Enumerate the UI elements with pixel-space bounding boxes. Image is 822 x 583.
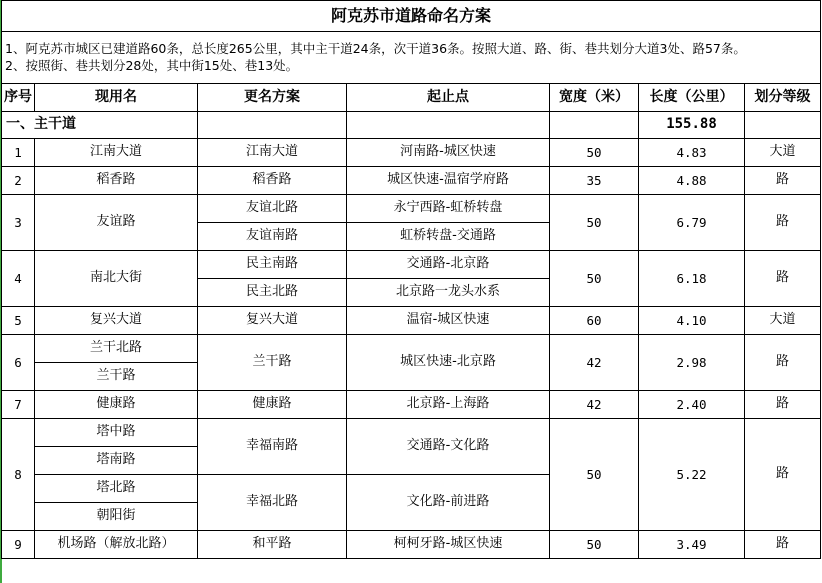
row-seq: 2 (2, 167, 35, 195)
row-length: 4.88 (639, 167, 745, 195)
header-start-end: 起止点 (347, 84, 550, 112)
table-row (2, 531, 821, 559)
table-row (2, 251, 821, 279)
row-current-name: 塔南路 (35, 447, 198, 475)
row-rename: 江南大道 (198, 139, 347, 167)
row-seq: 6 (2, 335, 35, 391)
row-seq: 4 (2, 251, 35, 307)
row-length: 2.98 (639, 335, 745, 391)
row-rename: 健康路 (198, 391, 347, 419)
row-length: 4.83 (639, 139, 745, 167)
row-current-name: 江南大道 (35, 139, 198, 167)
row-start-end: 文化路-前进路 (347, 475, 550, 531)
row-seq: 9 (2, 531, 35, 559)
header-rename-plan: 更名方案 (198, 84, 347, 112)
row-start-end: 北京路-上海路 (347, 391, 550, 419)
section-label: 一、主干道 (2, 112, 198, 139)
header-grade: 划分等级 (745, 84, 821, 112)
row-width: 50 (550, 419, 639, 531)
row-grade: 路 (745, 419, 821, 531)
row-seq: 7 (2, 391, 35, 419)
row-start-end: 北京路一龙头水系 (347, 279, 550, 307)
row-start-end: 城区快速-温宿学府路 (347, 167, 550, 195)
row-grade: 路 (745, 335, 821, 391)
row-current-name: 复兴大道 (35, 307, 198, 335)
row-current-name: 健康路 (35, 391, 198, 419)
section-blank-cell (550, 112, 639, 139)
row-length: 6.79 (639, 195, 745, 251)
table-row (2, 195, 821, 223)
row-rename: 和平路 (198, 531, 347, 559)
section-blank-cell (198, 112, 347, 139)
row-rename: 稻香路 (198, 167, 347, 195)
note-line-2: 2、按照街、巷共划分28处，其中街15处、巷13处。 (5, 57, 299, 73)
table-row (2, 391, 821, 419)
row-length: 6.18 (639, 251, 745, 307)
table-row (2, 307, 821, 335)
row-start-end: 温宿-城区快速 (347, 307, 550, 335)
row-start-end: 永宁西路-虹桥转盘 (347, 195, 550, 223)
row-grade: 路 (745, 531, 821, 559)
note-line-1: 1、阿克苏市城区已建道路60条，总长度265公里，其中主干道24条，次干道36条。按照大道、路、街、巷共划分大道3处、路57条。 (5, 40, 746, 56)
row-grade: 大道 (745, 139, 821, 167)
row-current-name: 兰干路 (35, 363, 198, 391)
row-current-name: 友谊路 (35, 195, 198, 251)
row-start-end: 河南路-城区快速 (347, 139, 550, 167)
section-blank-cell (745, 112, 821, 139)
row-seq: 1 (2, 139, 35, 167)
row-length: 4.10 (639, 307, 745, 335)
row-start-end: 虹桥转盘-交通路 (347, 223, 550, 251)
row-grade: 大道 (745, 307, 821, 335)
row-grade: 路 (745, 195, 821, 251)
sheet-title: 阿克苏市道路命名方案 (2, 1, 821, 32)
row-rename: 友谊南路 (198, 223, 347, 251)
row-length: 5.22 (639, 419, 745, 531)
row-rename: 民主南路 (198, 251, 347, 279)
row-rename: 民主北路 (198, 279, 347, 307)
row-current-name: 稻香路 (35, 167, 198, 195)
table-row (2, 335, 821, 363)
row-seq: 8 (2, 419, 35, 531)
row-current-name: 兰干北路 (35, 335, 198, 363)
header-width: 宽度（米） (550, 84, 639, 112)
row-start-end: 交通路-北京路 (347, 251, 550, 279)
row-start-end: 城区快速-北京路 (347, 335, 550, 391)
row-seq: 5 (2, 307, 35, 335)
road-naming-table (1, 0, 821, 559)
header-current-name: 现用名 (35, 84, 198, 112)
row-width: 50 (550, 251, 639, 307)
row-current-name: 塔北路 (35, 475, 198, 503)
row-grade: 路 (745, 251, 821, 307)
row-width: 50 (550, 195, 639, 251)
row-length: 3.49 (639, 531, 745, 559)
row-current-name: 机场路（解放北路） (35, 531, 198, 559)
row-width: 42 (550, 335, 639, 391)
row-rename: 兰干路 (198, 335, 347, 391)
row-width: 50 (550, 139, 639, 167)
row-grade: 路 (745, 391, 821, 419)
row-width: 50 (550, 531, 639, 559)
row-start-end: 柯柯牙路-城区快速 (347, 531, 550, 559)
table-row (2, 419, 821, 447)
row-grade: 路 (745, 167, 821, 195)
row-current-name: 朝阳街 (35, 503, 198, 531)
row-current-name: 塔中路 (35, 419, 198, 447)
row-rename: 复兴大道 (198, 307, 347, 335)
row-rename: 幸福北路 (198, 475, 347, 531)
row-seq: 3 (2, 195, 35, 251)
row-rename: 友谊北路 (198, 195, 347, 223)
section-blank-cell (347, 112, 550, 139)
table-row (2, 139, 821, 167)
row-rename: 幸福南路 (198, 419, 347, 475)
row-width: 60 (550, 307, 639, 335)
row-width: 35 (550, 167, 639, 195)
section-total-length: 155.88 (639, 112, 745, 139)
notes-cell (2, 32, 821, 84)
row-width: 42 (550, 391, 639, 419)
row-length: 2.40 (639, 391, 745, 419)
table-row (2, 167, 821, 195)
row-start-end: 交通路-文化路 (347, 419, 550, 475)
row-current-name: 南北大街 (35, 251, 198, 307)
header-length: 长度（公里） (639, 84, 745, 112)
header-seq: 序号 (2, 84, 35, 112)
